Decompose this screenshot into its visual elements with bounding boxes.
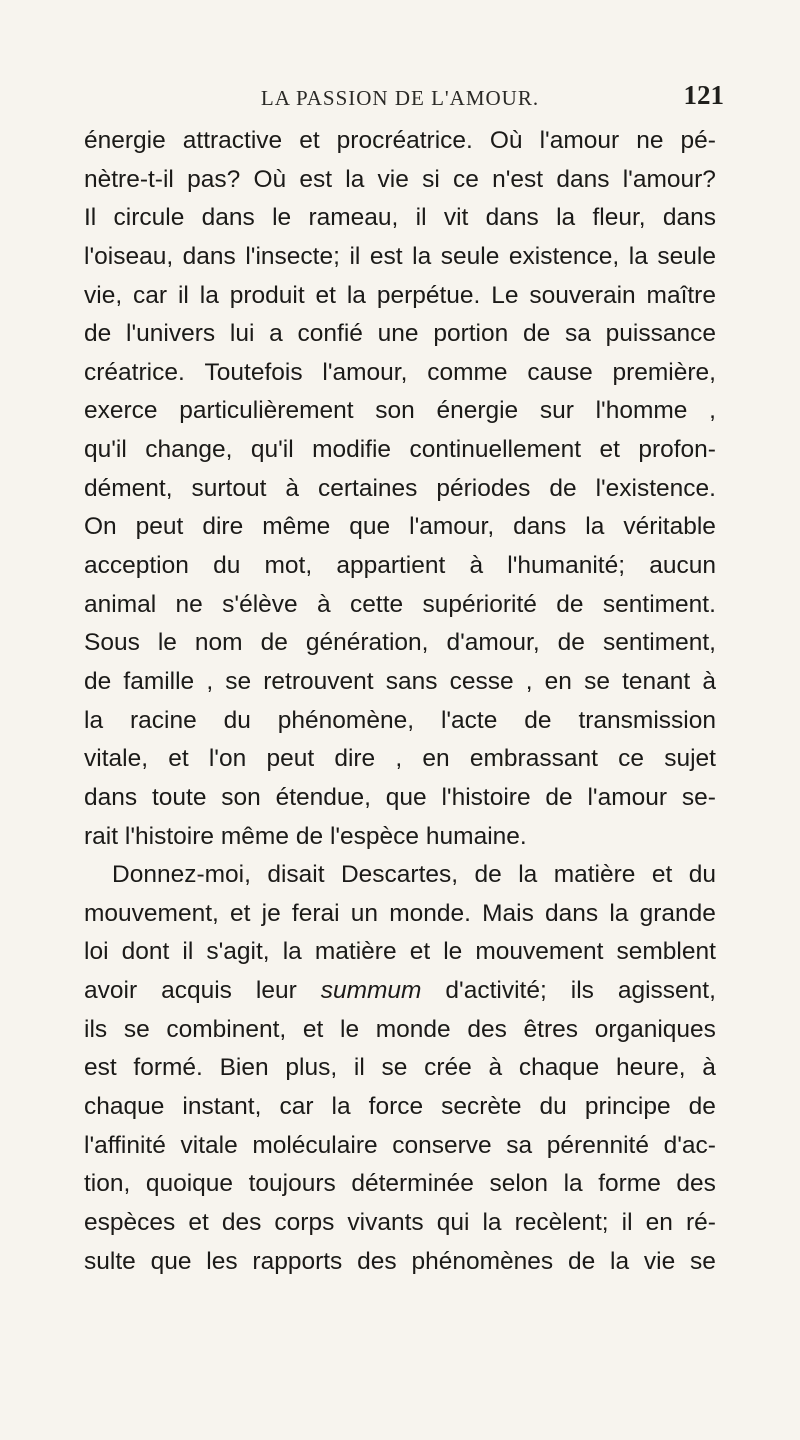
word: , (525, 667, 533, 695)
running-header (76, 80, 724, 120)
word: dans (84, 783, 138, 811)
word: s'agit, (206, 938, 270, 966)
word: famille (123, 667, 195, 695)
word: l'amour? (622, 165, 716, 193)
text-line (84, 1127, 716, 1166)
word: dans (556, 165, 610, 193)
word: vitale, (84, 745, 149, 773)
word: il (621, 1208, 633, 1236)
word: sentiment. (602, 590, 716, 618)
word: la (556, 204, 576, 232)
word: aucun (649, 552, 716, 580)
word: matière (553, 861, 636, 889)
text-line (84, 1049, 716, 1088)
word: énergie (84, 127, 166, 154)
word: le (157, 629, 177, 657)
word: circule (113, 204, 185, 232)
text-line (84, 779, 716, 818)
word: de (84, 320, 112, 348)
word: grande (639, 899, 716, 927)
word: profon- (638, 436, 716, 464)
word: et (168, 745, 189, 773)
word: racine (129, 706, 197, 734)
word: la (199, 281, 219, 309)
word: l'affinité (84, 1131, 166, 1159)
word: particulièrement (179, 397, 354, 425)
word: de (549, 474, 577, 502)
word: dire (334, 745, 376, 773)
word: formé. (133, 1054, 203, 1082)
word: l'histoire (441, 783, 531, 811)
word: embrassant (469, 745, 598, 773)
word: se (225, 667, 252, 695)
word: l'on (208, 745, 247, 773)
word: cette (350, 590, 404, 618)
word: plus, (285, 1054, 338, 1082)
word: même (262, 513, 331, 541)
text-line (84, 586, 716, 625)
word: mot, (264, 552, 313, 580)
word: la (609, 899, 629, 927)
word: il (349, 242, 361, 270)
word: Bien (219, 1054, 269, 1082)
word: leur (255, 977, 297, 1005)
word: pé- (680, 127, 716, 154)
word: transmission (578, 706, 716, 734)
word: summum (320, 977, 422, 1005)
word: sa (565, 320, 591, 348)
word: dans (513, 513, 567, 541)
word: dont (121, 938, 170, 966)
word: sentiment, (602, 629, 716, 657)
text-line (84, 392, 716, 431)
word: du (539, 1093, 567, 1121)
word: chaque (84, 1093, 165, 1121)
word: son (375, 397, 415, 425)
word: seule (440, 242, 500, 270)
word: supériorité (422, 590, 537, 618)
word: agissent, (617, 977, 716, 1005)
word: des (676, 1170, 716, 1198)
word: tenant (622, 667, 691, 695)
word: peut (135, 513, 184, 541)
word: et (599, 436, 620, 464)
word: même (220, 822, 289, 850)
word: appartient (336, 552, 446, 580)
word: que (385, 783, 427, 811)
text-line (84, 1204, 716, 1243)
word: se (123, 1015, 150, 1043)
word: la (346, 281, 366, 309)
word: certaines (317, 474, 418, 502)
word: l'histoire (124, 822, 215, 850)
word: Où (253, 165, 287, 193)
word: à (317, 590, 331, 618)
running-title: LA PASSION DE L'AMOUR. (260, 86, 540, 110)
word: humaine. (425, 822, 527, 850)
word: sur (539, 397, 574, 425)
word: la (412, 242, 432, 270)
word: est (369, 242, 403, 270)
word: d'amour, (446, 629, 540, 657)
word: périodes (436, 474, 531, 502)
word: ré- (685, 1208, 716, 1236)
word: rait (84, 822, 119, 850)
word: combinent, (166, 1015, 287, 1043)
word: avoir (84, 977, 138, 1005)
word: l'acte (440, 706, 498, 734)
word: lui (229, 320, 255, 348)
word: l'oiseau, (84, 242, 174, 270)
word: selon (489, 1170, 549, 1198)
word: déterminée (351, 1170, 474, 1198)
word: sans (385, 667, 438, 695)
word: maître (646, 281, 716, 309)
word: Mais (482, 899, 534, 927)
word: car (133, 281, 168, 309)
word: ils (570, 977, 594, 1005)
word: de (524, 706, 552, 734)
word: la (345, 165, 365, 193)
word: dément, (84, 474, 173, 502)
word: l'humanité; (507, 552, 626, 580)
word: étendue, (275, 783, 371, 811)
word: en (544, 667, 572, 695)
word: Toutefois (204, 358, 303, 386)
word: Descartes, (340, 861, 459, 889)
text-line (84, 895, 716, 934)
word: On (84, 513, 117, 541)
word: du (223, 706, 251, 734)
word: qu'il (84, 436, 127, 464)
word: organiques (594, 1015, 716, 1043)
word: comme (427, 358, 508, 386)
word: ne (175, 590, 203, 618)
word: génération, (305, 629, 429, 657)
word: se- (681, 783, 716, 811)
text-line (84, 470, 716, 509)
word: les (206, 1247, 238, 1275)
word: souverain (529, 281, 636, 309)
word: la (482, 1208, 502, 1236)
word: il (353, 1054, 365, 1082)
word: , (395, 745, 403, 773)
word: est (84, 1054, 117, 1082)
word: la (585, 513, 605, 541)
word: l'amour, (322, 358, 408, 386)
word: retrouvent (263, 667, 374, 695)
word: peut (266, 745, 315, 773)
word: dans (485, 204, 539, 232)
word: sa (506, 1131, 533, 1159)
word: l'homme (595, 397, 688, 425)
text-line (84, 354, 716, 393)
word: car (279, 1093, 314, 1121)
word: à (702, 667, 716, 695)
word: vitale (180, 1131, 238, 1159)
word: de (522, 320, 551, 348)
text-line (84, 122, 716, 161)
word: à (702, 1054, 716, 1082)
word: vie, (84, 281, 123, 309)
word: perpétue. (376, 281, 481, 309)
text-line (84, 1011, 716, 1050)
word: crée (424, 1054, 472, 1082)
word: toute (151, 783, 207, 811)
word: de (474, 861, 502, 889)
word: s'élève (222, 590, 298, 618)
word: son (221, 783, 261, 811)
word: , (709, 397, 716, 425)
word: de (567, 1247, 596, 1275)
page-number: 121 (683, 80, 724, 110)
word: portion (433, 320, 509, 348)
word: l'amour (587, 783, 668, 811)
word: des (221, 1208, 262, 1236)
word: énergie (436, 397, 519, 425)
word: change, (145, 436, 233, 464)
word: des (357, 1247, 397, 1275)
word: à (488, 1054, 503, 1082)
word: Il (84, 204, 97, 232)
text-line (84, 972, 716, 1011)
word: pérennité (546, 1131, 649, 1159)
word: Où (489, 127, 523, 154)
word: la (563, 1170, 583, 1198)
text-line (84, 277, 716, 316)
word: et (651, 861, 673, 889)
word: de (688, 1093, 716, 1121)
word: le (272, 204, 292, 232)
word: de (84, 667, 112, 695)
word: phénomènes (411, 1247, 554, 1275)
text-line (84, 238, 716, 277)
word: d'activité; (445, 977, 547, 1005)
word: première, (612, 358, 716, 386)
word: continuellement (409, 436, 582, 464)
word: une (377, 320, 419, 348)
word: cesse (449, 667, 514, 695)
word: en (645, 1208, 673, 1236)
text-line (84, 818, 716, 857)
word: ce (618, 745, 644, 773)
word: se (381, 1054, 408, 1082)
word: attractive (182, 127, 283, 154)
word: procréatrice. (336, 127, 473, 154)
word: quoique (145, 1170, 234, 1198)
word: des (467, 1015, 507, 1043)
word: cause (527, 358, 593, 386)
word: Sous (84, 629, 140, 657)
word: matière (314, 938, 397, 966)
word: recèlent; (514, 1208, 609, 1236)
text-line (84, 1165, 716, 1204)
word: le (443, 938, 463, 966)
word: et (302, 1015, 324, 1043)
word: de (556, 590, 584, 618)
word: se (584, 667, 610, 695)
word: secrète (441, 1093, 522, 1121)
word: se (690, 1247, 716, 1275)
word: chaque (518, 1054, 600, 1082)
word: principe (584, 1093, 671, 1121)
word: confié (297, 320, 363, 348)
word: il (415, 204, 427, 232)
text-line (84, 315, 716, 354)
word: puissance (605, 320, 716, 348)
word: que (150, 1247, 192, 1275)
word: exerce (84, 397, 158, 425)
word: mouvement, (84, 899, 219, 927)
text-line (84, 624, 716, 663)
word: produit (229, 281, 305, 309)
word: ne (636, 127, 664, 154)
word: dire (202, 513, 244, 541)
word: nom (194, 629, 243, 657)
body-text (84, 122, 716, 1281)
word: toujours (248, 1170, 336, 1198)
text-line (84, 702, 716, 741)
word: et (299, 127, 320, 154)
word: la (628, 242, 648, 270)
word: il (177, 281, 189, 309)
word: qui (436, 1208, 470, 1236)
word: modifie (312, 436, 392, 464)
word: disait (267, 861, 325, 889)
word: d'ac- (663, 1131, 716, 1159)
word: êtres (523, 1015, 579, 1043)
text-line (84, 856, 716, 895)
word: instant, (182, 1093, 262, 1121)
word: la (610, 1247, 630, 1275)
word: en (422, 745, 450, 773)
word: fleur, (592, 204, 646, 232)
word: dans (182, 242, 236, 270)
word: dans (545, 899, 599, 927)
word: sujet (664, 745, 716, 773)
word: conserve (392, 1131, 492, 1159)
word: mouvement (475, 938, 604, 966)
word: du (688, 861, 716, 889)
word: n'est (492, 165, 544, 193)
word: forme (598, 1170, 661, 1198)
word: dans (201, 204, 255, 232)
word: corps (274, 1208, 335, 1236)
word: espèces (84, 1208, 176, 1236)
word: moléculaire (252, 1131, 378, 1159)
word: vie (377, 165, 409, 193)
word: vie (643, 1247, 676, 1275)
word: surtout (191, 474, 267, 502)
word: a (269, 320, 283, 348)
word: l'insecte; (245, 242, 340, 270)
text-line (84, 431, 716, 470)
text-line (84, 508, 716, 547)
word: pas? (187, 165, 241, 193)
word: de (545, 783, 573, 811)
word: l'espèce (329, 822, 420, 850)
word: l'univers (126, 320, 216, 348)
word: la (518, 861, 538, 889)
word: vit (443, 204, 469, 232)
word: je (261, 899, 281, 927)
word: la (84, 706, 104, 734)
text-line (84, 663, 716, 702)
word: rameau, (308, 204, 399, 232)
word: que (349, 513, 391, 541)
word: force (368, 1093, 424, 1121)
text-line (84, 547, 716, 586)
word: acquis (161, 977, 232, 1005)
word: le (340, 1015, 360, 1043)
word: à (469, 552, 484, 580)
text-line (84, 1243, 716, 1282)
word: acception (84, 552, 189, 580)
text-line (84, 1088, 716, 1127)
word: , (206, 667, 214, 695)
word: ils (84, 1015, 108, 1043)
word: et (315, 281, 336, 309)
word: monde. (389, 899, 471, 927)
word: de (260, 629, 288, 657)
word: à (285, 474, 300, 502)
word: vivants (347, 1208, 424, 1236)
word: il (182, 938, 194, 966)
word: et (409, 938, 431, 966)
word: ferai (291, 899, 340, 927)
word: heure, (616, 1054, 686, 1082)
word: de (295, 822, 324, 850)
word: Le (491, 281, 519, 309)
word: la (331, 1093, 351, 1121)
word: dans (662, 204, 716, 232)
word: du (213, 552, 241, 580)
word: est (299, 165, 333, 193)
word: loi (84, 938, 109, 966)
text-line (84, 933, 716, 972)
word: l'amour (539, 127, 620, 154)
word: et (230, 899, 251, 927)
word: l'existence. (595, 474, 716, 502)
word: un (350, 899, 379, 927)
word: phénomène, (277, 706, 415, 734)
word: ce (453, 165, 479, 193)
word: semblent (616, 938, 716, 966)
word: véritable (623, 513, 716, 541)
text-line (84, 199, 716, 238)
text-line (84, 161, 716, 200)
word: tion, (84, 1170, 131, 1198)
word: nètre-t-il (84, 165, 174, 193)
word: animal (84, 590, 157, 618)
word: sulte (84, 1247, 136, 1275)
word: et (188, 1208, 209, 1236)
word: si (422, 165, 440, 193)
word: seule (657, 242, 716, 270)
text-line (84, 740, 716, 779)
word: créatrice. (84, 358, 185, 386)
word: la (282, 938, 302, 966)
word: Donnez-moi, (112, 861, 251, 889)
word: monde (375, 1015, 451, 1043)
word: l'amour, (409, 513, 495, 541)
word: rapports (252, 1247, 343, 1275)
word: de (557, 629, 585, 657)
word: qu'il (250, 436, 294, 464)
word: existence, (508, 242, 620, 270)
